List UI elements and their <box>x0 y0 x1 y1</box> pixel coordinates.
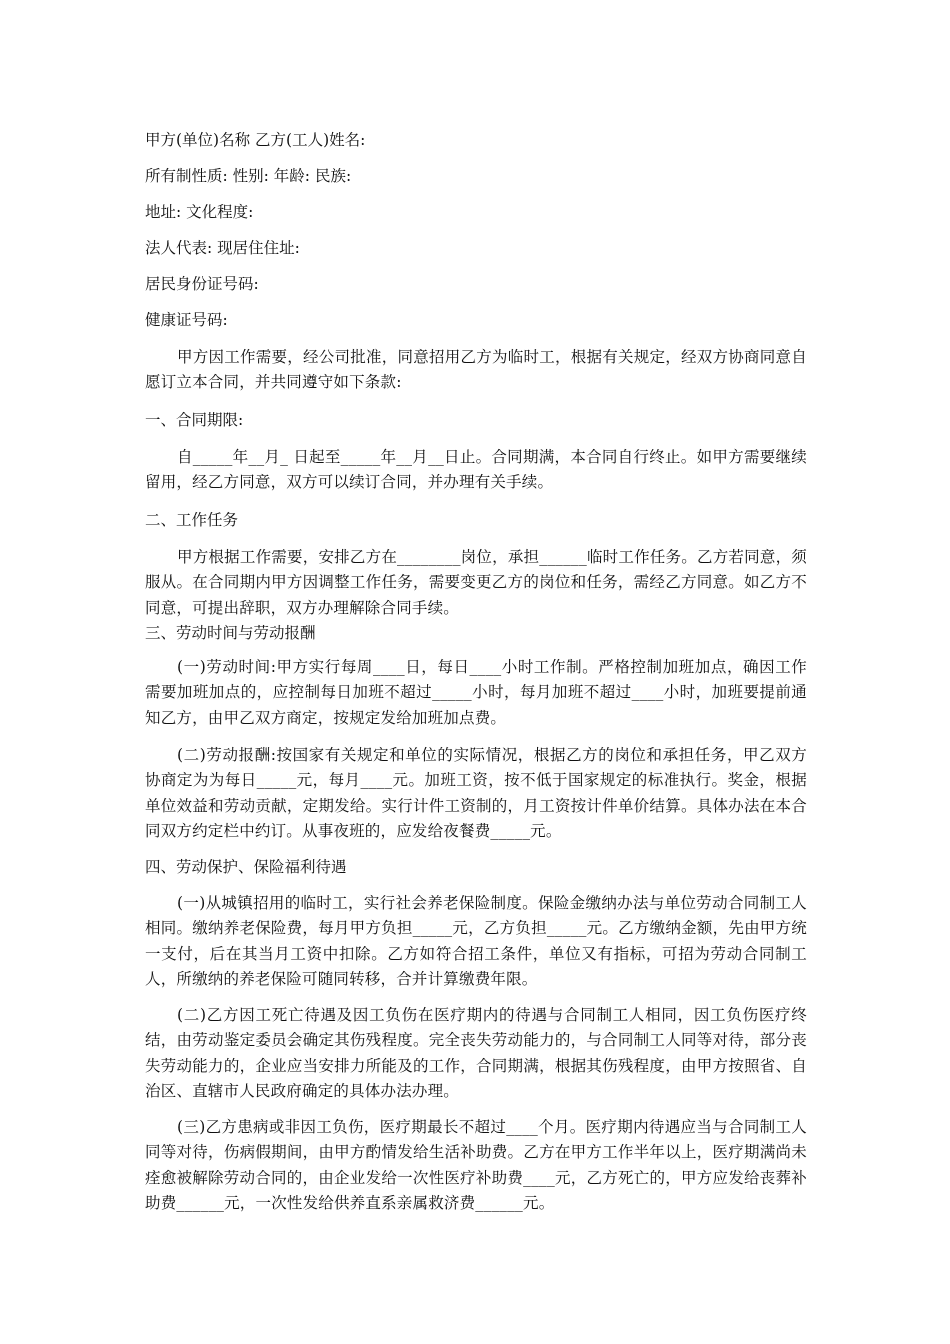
header-line-party-names: 甲方(单位)名称 乙方(工人)姓名: <box>145 131 366 149</box>
section4-injury-text: (二)乙方因工死亡待遇及因工负伤在医疗期内的待遇与合同制工人相同，因工负伤医疗终结，由劳动鉴定委员会确定其伤残程度。完全丧失劳动能力的，与合同制工人同等对待，部分丧失劳动能力的，企业应当安排力所能及的工作，合同期满，根据其伤残程度，由甲方按照省、自治区、直辖市人民政府确定的具体办法办理。 <box>145 1006 807 1101</box>
section3-title: 三、劳动时间与劳动报酬 <box>145 624 316 642</box>
section2-paragraph <box>145 545 807 621</box>
section4-injury-paragraph <box>145 1003 807 1105</box>
section3-remuneration-paragraph <box>145 743 807 845</box>
section4-pension-paragraph <box>145 891 807 993</box>
section1-title: 一、合同期限: <box>145 411 244 429</box>
header-line-legal-rep: 法人代表: 现居住住址: <box>145 239 300 257</box>
section4-pension-text: (一)从城镇招用的临时工，实行社会养老保险制度。保险金缴纳办法与单位劳动合同制工人相同。缴纳养老保险费，每月甲方负担_____元，乙方负担_____元。乙方缴纳金额，先由甲方统一支付，后在其当月工资中扣除。乙方如符合招工条件，单位又有指标，可招为劳动合同制工人，所缴纳的养老保险可随同转移，合并计算缴费年限。 <box>145 894 807 989</box>
intro-text: 甲方因工作需要，经公司批准，同意招用乙方为临时工，根据有关规定，经双方协商同意自愿订立本合同，并共同遵守如下条款: <box>145 348 807 392</box>
section2-text: 甲方根据工作需要，安排乙方在________岗位，承担______临时工作任务。乙方若同意，须服从。在合同期内甲方因调整工作任务，需要变更乙方的岗位和任务，需经乙方同意。如乙方不同意，可提出辞职，双方办理解除合同手续。 <box>145 548 807 617</box>
section3-remuneration-text: (二)劳动报酬:按国家有关规定和单位的实际情况，根据乙方的岗位和承担任务，甲乙双方协商定为为每日_____元，每月____元。加班工资，按不低于国家规定的标准执行。奖金，根据单位效益和劳动贡献，定期发给。实行计件工资制的，月工资按计件单价结算。具体办法在本合同双方约定栏中约订。从事夜班的，应发给夜餐费_____元。 <box>145 746 807 841</box>
section4-illness-paragraph <box>145 1115 807 1217</box>
section2-title: 二、工作任务 <box>145 511 239 529</box>
section1-text: 自_____年__月_ 日起至_____年__月__日止。合同期满，本合同自行终止。如甲方需要继续留用，经乙方同意，双方可以续订合同，并办理有关手续。 <box>145 448 807 492</box>
section3-work-hours-paragraph <box>145 655 807 731</box>
header-line-id-number: 居民身份证号码: <box>145 275 259 293</box>
header-line-address: 地址: 文化程度: <box>145 203 254 221</box>
section1-paragraph <box>145 445 807 496</box>
header-line-ownership: 所有制性质: 性别: 年龄: 民族: <box>145 167 352 185</box>
section4-illness-text: (三)乙方患病或非因工负伤，医疗期最长不超过____个月。医疗期内待遇应当与合同制工人同等对待，伤病假期间，由甲方酌情发给生活补助费。乙方在甲方工作半年以上，医疗期满尚未痊愈被解除劳动合同的，由企业发给一次性医疗补助费____元，乙方死亡的，甲方应发给丧葬补助费______元，一次性发给供养直系亲属救济费______元。 <box>145 1118 807 1213</box>
header-line-health-cert: 健康证号码: <box>145 311 228 329</box>
intro-paragraph <box>145 345 807 396</box>
section3-work-hours-text: (一)劳动时间:甲方实行每周____日，每日____小时工作制。严格控制加班加点，确因工作需要加班加点的，应控制每日加班不超过_____小时，每月加班不超过____小时，加班要提前通知乙方，由甲乙双方商定，按规定发给加班加点费。 <box>145 658 807 727</box>
section4-title: 四、劳动保护、保险福利待遇 <box>145 858 347 876</box>
